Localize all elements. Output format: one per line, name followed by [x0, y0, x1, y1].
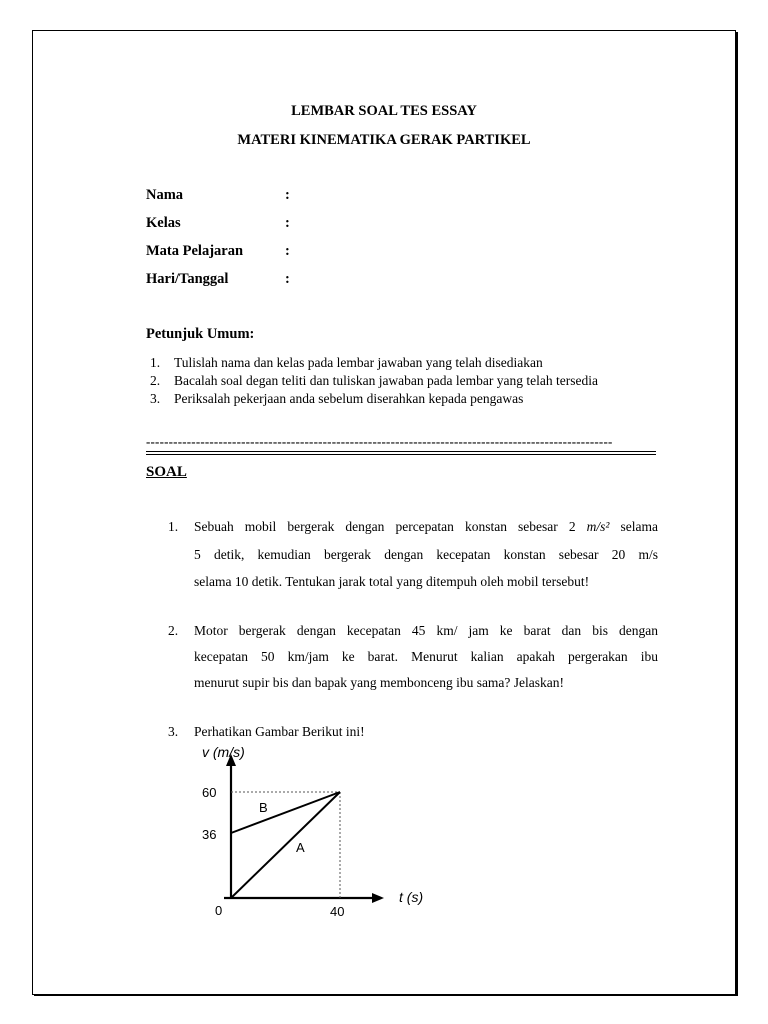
- instruction-item: [150, 355, 543, 371]
- question-1-line: [194, 519, 658, 535]
- question-3-line: Perhatikan Gambar Berikut ini!: [194, 724, 365, 739]
- x-axis-arrow: [372, 893, 384, 903]
- x-tick-40: 40: [330, 904, 345, 919]
- question-number: 3.: [168, 724, 179, 739]
- document-subtitle: MATERI KINEMATIKA GERAK PARTIKEL: [237, 132, 531, 148]
- question-1-line: 5 detik, kemudian bergerak dengan kecepatan konstan sebesar 20 m/s: [194, 547, 658, 562]
- instruction-item: [150, 373, 598, 389]
- x-axis-label: t (s): [399, 889, 424, 905]
- page-shadow-right: [736, 32, 738, 996]
- field-label-nama: Nama: [146, 187, 184, 203]
- field-label-mata-pelajaran: Mata Pelajaran: [146, 243, 244, 259]
- question-1-text-b: selama: [620, 519, 658, 534]
- question-2-line: kecepatan 50 km/jam ke barat. Menurut kalian apakah pergerakan ibu: [194, 649, 658, 664]
- origin-label: 0: [215, 903, 223, 918]
- field-colon: :: [285, 187, 290, 203]
- field-label-hari-tanggal: Hari/Tanggal: [146, 271, 229, 287]
- instruction-text: Periksalah pekerjaan anda sebelum diserahkan kepada pengawas: [174, 391, 524, 406]
- y-axis-label: v (m/s): [202, 744, 245, 760]
- question-2-line: menurut supir bis dan bapak yang membonceng ibu sama? Jelaskan!: [194, 675, 565, 690]
- instruction-number: 2.: [150, 373, 161, 388]
- field-colon: :: [285, 243, 290, 259]
- y-tick-36: 36: [202, 827, 217, 842]
- line-a-label: A: [296, 840, 305, 855]
- page-shadow-bottom: [34, 994, 738, 996]
- question-2-line: Motor bergerak dengan kecepatan 45 km/ jam ke barat dan bis dengan: [194, 623, 658, 638]
- line-b-label: B: [259, 800, 268, 815]
- instruction-text: Bacalah soal degan teliti dan tuliskan jawaban pada lembar yang telah tersedia: [174, 373, 598, 388]
- instructions-heading: Petunjuk Umum:: [146, 326, 255, 342]
- line-b: [231, 792, 340, 833]
- instruction-number: 1.: [150, 355, 161, 370]
- question-1-text-a: Sebuah mobil bergerak dengan percepatan konstan sebesar 2: [194, 519, 576, 534]
- acceleration-unit: m/s²: [586, 519, 610, 534]
- instruction-item: [150, 391, 523, 407]
- separator-rule: [146, 451, 656, 452]
- field-colon: :: [285, 271, 290, 287]
- field-colon: :: [285, 215, 290, 231]
- soal-heading: SOAL: [146, 464, 187, 480]
- separator-rule: [146, 454, 656, 455]
- document-title: LEMBAR SOAL TES ESSAY: [291, 103, 477, 119]
- question-1-line: selama 10 detik. Tentukan jarak total yang ditempuh oleh mobil tersebut!: [194, 574, 590, 589]
- field-label-kelas: Kelas: [146, 215, 181, 231]
- question-number: 2.: [168, 623, 179, 638]
- dashed-separator: -------------------------------------------------------------------------------------------------------: [146, 434, 613, 449]
- y-tick-60: 60: [202, 785, 217, 800]
- instruction-text: Tulislah nama dan kelas pada lembar jawaban yang telah disediakan: [174, 355, 543, 370]
- velocity-time-graph: [196, 740, 446, 925]
- line-a: [231, 792, 340, 898]
- question-number: 1.: [168, 519, 179, 534]
- instruction-number: 3.: [150, 391, 161, 406]
